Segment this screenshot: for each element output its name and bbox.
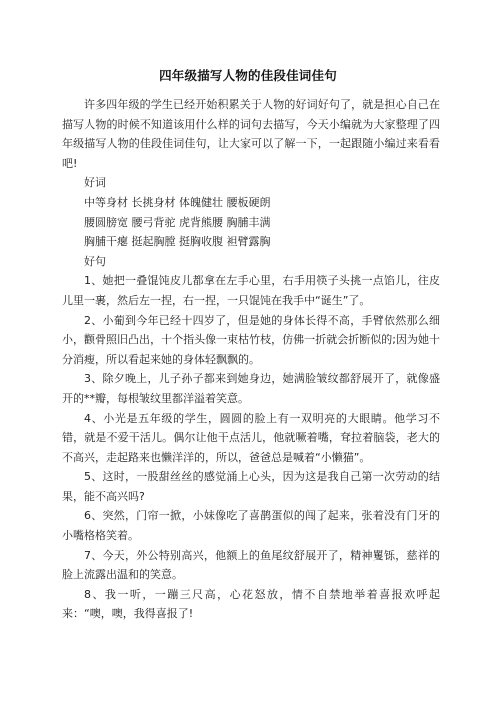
intro-paragraph: 许多四年级的学生已经开始积累关于人物的好词好句了，就是担心自己在描写人物的时候不知道该用什么样的词句去描写，今天小编就为大家整理了四年级描写人物的佳段佳词佳句，让大家可以了解一下，一起跟随小编过来看看吧! [62, 98, 440, 170]
sentence-paragraph: 3、除夕晚上，儿子孙子都来到她身边，她满脸皱纹都舒展开了，就像盛开的**瓣，每根皱纹里都洋溢着笑意。 [62, 372, 440, 405]
word-line: 中等身材 长挑身材 体魄健壮 腰板硬朗 [84, 195, 271, 209]
sentence-paragraph: 8、我一听，一蹦三尺高，心花怒放，情不自禁地举着喜报欢呼起来：“噢，噢，我得喜报了! [62, 587, 440, 621]
sentence-paragraph: 4、小光是五年级的学生，圆圆的脸上有一双明亮的大眼睛。他学习不错，就是不爱干活儿。偶尔让他干点活儿，他就噘着嘴，耷拉着脑袋，老大的不高兴，走起路来也懒洋洋的，所以，爸爸总是喊着“小懒猫”。 [62, 411, 440, 464]
words-heading: 好词 [84, 176, 106, 190]
word-line: 胸脯干瘪 挺起胸膛 挺胸收腹 袒臂露胸 [84, 235, 271, 249]
document-body [62, 95, 440, 624]
sentence-paragraph: 7、今天，外公特别高兴，他额上的鱼尾纹舒展开了，精神矍铄，慈祥的脸上流露出温和的笑意。 [62, 548, 440, 582]
sentence-paragraph: 6、突然，门帘一掀，小妹像吃了喜鹊蛋似的闯了起来，张着没有门牙的小嘴格格笑着。 [62, 509, 440, 543]
sentence-paragraph: 2、小葡到今年已经十四岁了，但是她的身体长得不高，手臂依然那么细小，颧骨照旧凸出，十个指头像一束枯竹枝，仿佛一折就会折断似的;因为她十分消瘦，所以看起来她的身体轻飘飘的。 [62, 313, 440, 366]
sentence-paragraph: 5、这时，一股甜丝丝的感觉涌上心头，因为这是我自己第一次劳动的结果，能不高兴吗? [62, 470, 440, 503]
word-line: 腰圆膀宽 腰弓背驼 虎背熊腰 胸脯丰满 [84, 215, 271, 229]
sentence-paragraph: 1、她把一叠馄饨皮儿都拿在左手心里，右手用筷子头挑一点馅儿，往皮儿里一裹，然后左一捏，右一捏，一只馄饨在我手中“诞生”了。 [62, 274, 440, 307]
document-title: 四年级描写人物的佳段佳词佳句 [159, 68, 337, 83]
sentences-heading: 好句 [84, 254, 106, 268]
